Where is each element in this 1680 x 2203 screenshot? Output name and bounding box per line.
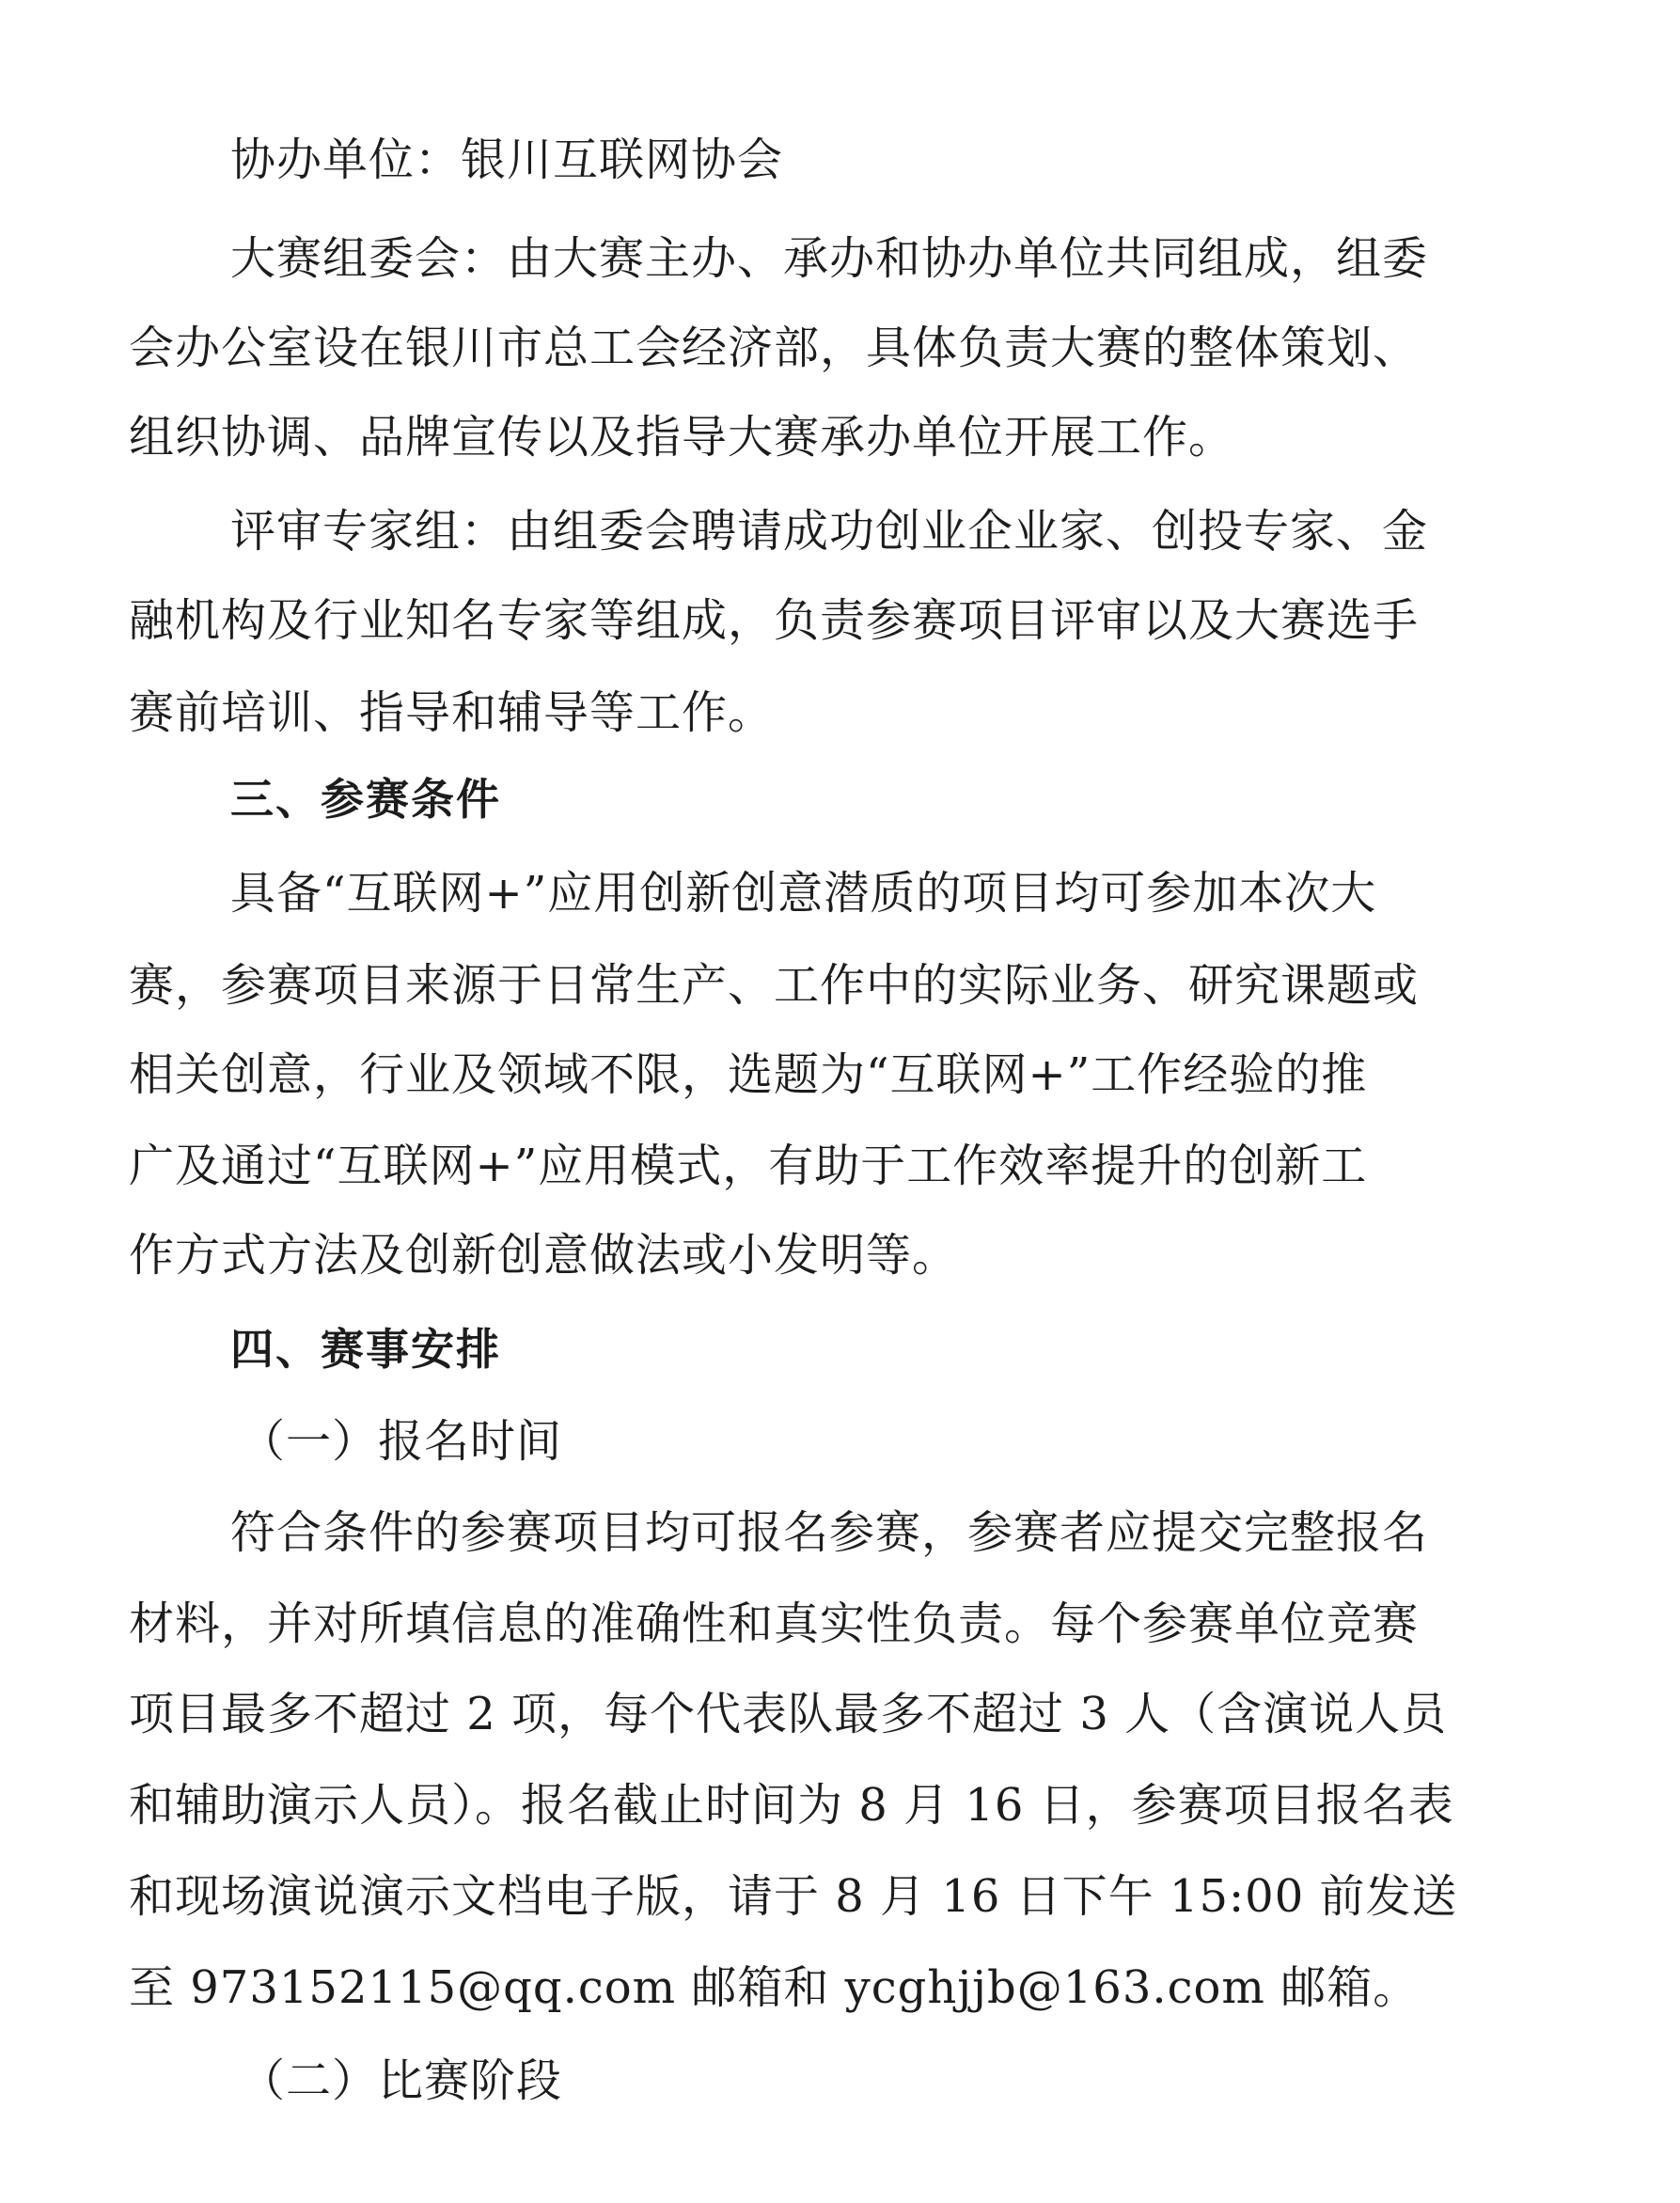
jury-line-3: 赛前培训、指导和辅导等工作。 (129, 686, 775, 739)
eligibility-line-3: 相关创意，行业及领域不限，选题为“互联网+”工作经验的推 (129, 1048, 1368, 1101)
registration-line-6: 至 973152115@qq.com 邮箱和 ycghjjb@163.com 邮箱。 (129, 1961, 1420, 2014)
eligibility-line-4: 广及通过“互联网+”应用模式，有助于工作效率提升的创新工 (129, 1140, 1368, 1192)
committee-line-3: 组织协调、品牌宣传以及指导大赛承办单位开展工作。 (129, 411, 1235, 464)
committee-line-1: 大赛组委会：由大赛主办、承办和协办单位共同组成，组委 (230, 232, 1429, 285)
registration-line-5: 和现场演说演示文档电子版，请于 8 月 16 日下午 15:00 前发送 (129, 1870, 1458, 1923)
registration-line-1: 符合条件的参赛项目均可报名参赛，参赛者应提交完整报名 (230, 1506, 1429, 1559)
registration-line-4: 和辅助演示人员）。报名截止时间为 8 月 16 日，参赛项目报名表 (129, 1779, 1454, 1832)
eligibility-line-1: 具备“互联网+”应用创新创意潜质的项目均可参加本次大 (230, 867, 1377, 920)
subsection-competition-stage: （二）比赛阶段 (240, 2054, 563, 2107)
jury-line-1: 评审专家组：由组委会聘请成功创业企业家、创投专家、金 (230, 505, 1429, 558)
eligibility-line-5: 作方式方法及创新创意做法或小发明等。 (129, 1229, 959, 1282)
eligibility-line-2: 赛，参赛项目来源于日常生产、工作中的实际业务、研究课题或 (129, 959, 1420, 1012)
registration-line-2: 材料，并对所填信息的准确性和真实性负责。每个参赛单位竞赛 (129, 1597, 1420, 1650)
subsection-registration-time: （一）报名时间 (240, 1415, 563, 1468)
jury-line-2: 融机构及行业知名专家等组成，负责参赛项目评审以及大赛选手 (129, 594, 1420, 647)
registration-line-3: 项目最多不超过 2 项，每个代表队最多不超过 3 人（含演说人员 (129, 1688, 1448, 1740)
co-organizer-line: 协办单位：银川互联网协会 (230, 134, 784, 186)
committee-line-2: 会办公室设在银川市总工会经济部，具体负责大赛的整体策划、 (129, 322, 1420, 374)
section-heading-4: 四、赛事安排 (230, 1324, 501, 1375)
section-heading-3: 三、参赛条件 (230, 774, 501, 825)
